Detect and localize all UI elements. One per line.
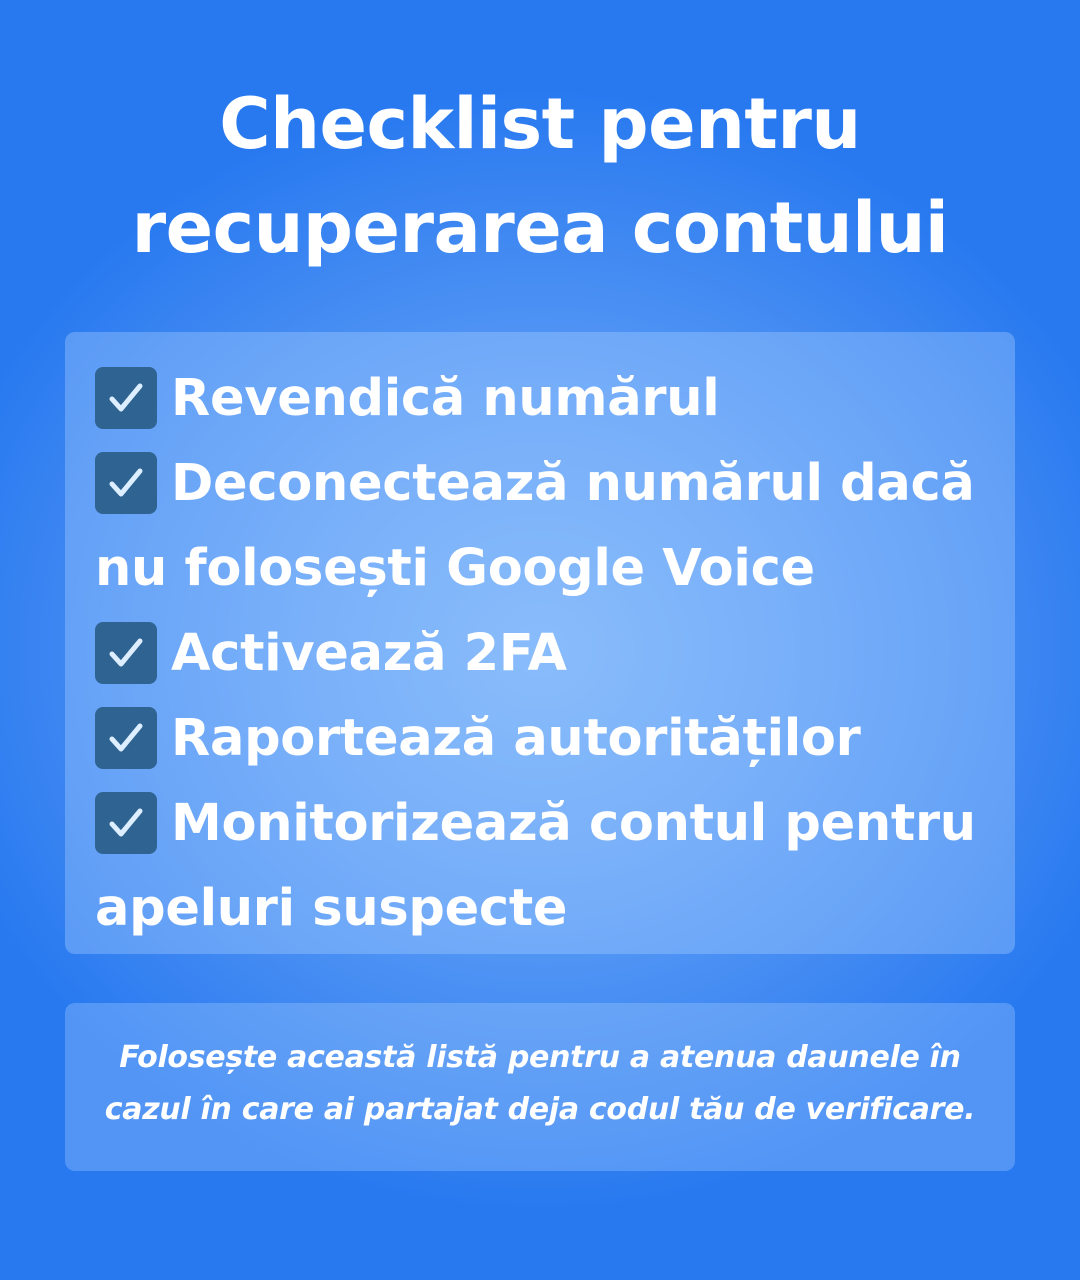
note-text-line-1: Folosește această listă pentru a atenua daunele în bbox=[119, 1040, 961, 1075]
checklist-item-continuation bbox=[95, 536, 815, 600]
check-mark-icon bbox=[95, 367, 157, 429]
check-mark-icon bbox=[95, 452, 157, 514]
title-line-1: Checklist pentru bbox=[219, 83, 861, 165]
checklist-item-text: nu folosești Google Voice bbox=[95, 538, 815, 598]
checklist-item-text: apeluri suspecte bbox=[95, 878, 568, 938]
checklist-item bbox=[95, 791, 976, 855]
checklist-item bbox=[95, 706, 861, 770]
checklist-item-text: Deconectează numărul dacă bbox=[171, 453, 975, 513]
checklist-item-text: Activează 2FA bbox=[171, 623, 567, 683]
checklist-item-text: Revendică numărul bbox=[171, 368, 720, 428]
note-card bbox=[65, 1003, 1015, 1171]
check-mark-icon bbox=[95, 792, 157, 854]
checklist-item-continuation bbox=[95, 876, 567, 940]
title-line-2: recuperarea contului bbox=[131, 187, 949, 269]
checklist-item-text: Raportează autorităților bbox=[171, 708, 861, 768]
note-text-line-2: cazul în care ai partajat deja codul tău de verificare. bbox=[104, 1092, 976, 1127]
checklist-card bbox=[65, 332, 1015, 954]
page-title bbox=[40, 72, 1040, 280]
check-mark-icon bbox=[95, 622, 157, 684]
checklist-item bbox=[95, 451, 975, 515]
checklist-item-text: Monitorizează contul pentru bbox=[171, 793, 976, 853]
checklist-item bbox=[95, 621, 567, 685]
check-mark-icon bbox=[95, 707, 157, 769]
checklist-item bbox=[95, 366, 719, 430]
